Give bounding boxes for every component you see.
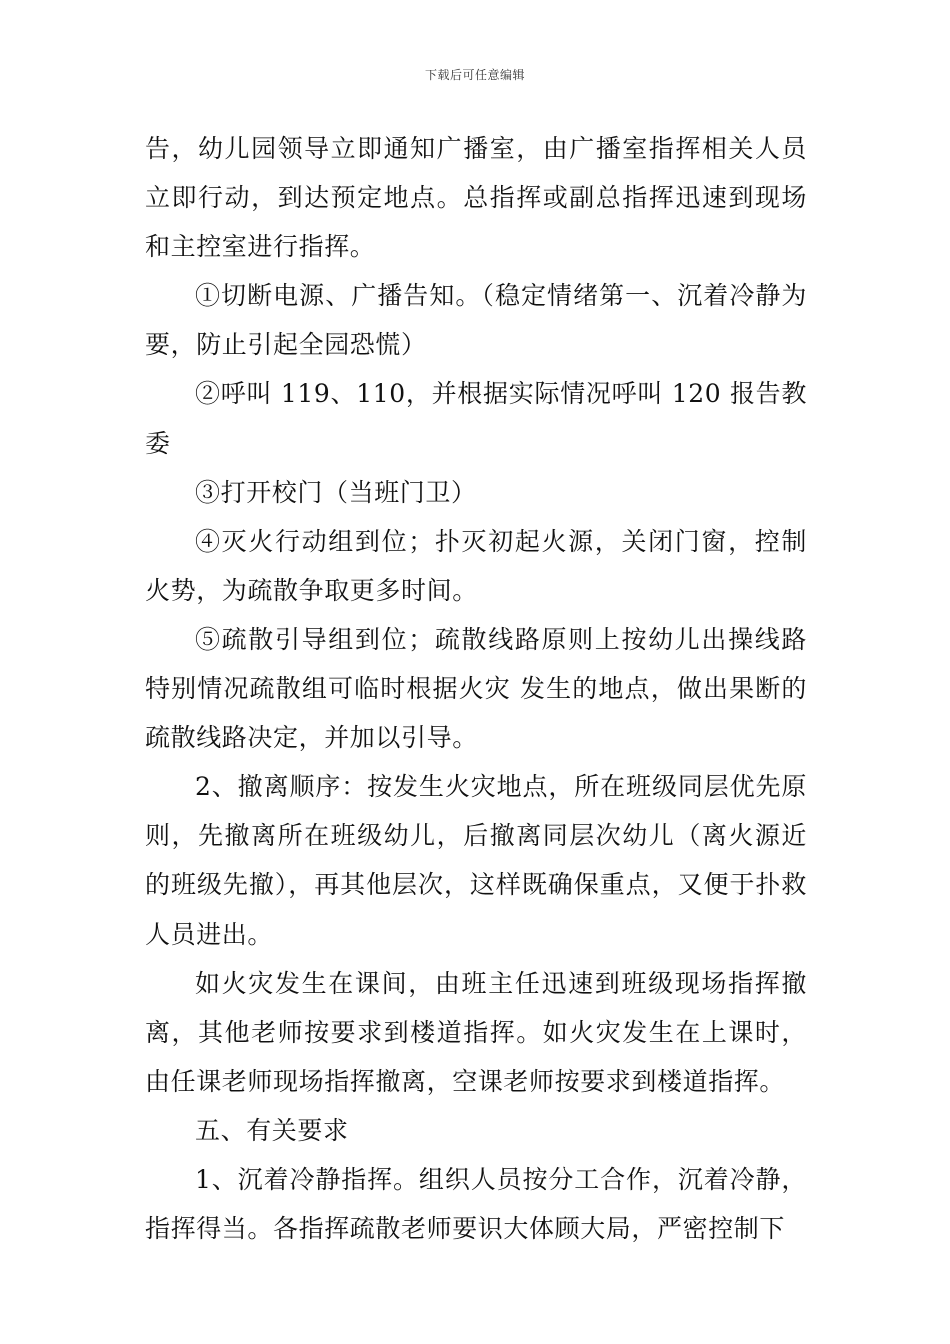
page-header-note: 下载后可任意编辑 xyxy=(424,68,525,82)
paragraph-class-scenarios: 如火灾发生在课间，由班主任迅速到班级现场指挥撤离，其他老师按要求到楼道指挥。如火灾发生在上课时，由任课老师现场指挥撤离，空课老师按要求到楼道指挥。 xyxy=(145,968,807,1096)
paragraph-step-4: ④灭火行动组到位；扑灭初起火源，关闭门窗，控制火势，为疏散争取更多时间。 xyxy=(145,526,807,605)
paragraph-step-1: ①切断电源、广播告知。（稳定情绪第一、沉着冷静为要，防止引起全园恐慌） xyxy=(145,281,807,360)
paragraph-evacuation-order: 2、撤离顺序：按发生火灾地点，所在班级同层优先原则，先撤离所在班级幼儿，后撤离同层次幼儿（离火源近的班级先撤），再其他层次，这样既确保重点，又便于扑救人员进出。 xyxy=(145,772,807,949)
paragraph-requirement-1: 1、沉着冷静指挥。组织人员按分工合作，沉着冷静，指挥得当。各指挥疏散老师要识大体顾大局，严密控制下 xyxy=(145,1164,807,1244)
document-body xyxy=(145,124,807,1253)
section-heading-requirements: 五、有关要求 xyxy=(195,1115,349,1145)
paragraph-step-3: ③打开校门（当班门卫） xyxy=(195,477,477,507)
paragraph-step-2: ②呼叫 119、110，并根据实际情况呼叫 120 报告教委 xyxy=(145,379,807,458)
paragraph-continuation: 告，幼儿园领导立即通知广播室，由广播室指挥相关人员立即行动，到达预定地点。总指挥或副总指挥迅速到现场和主控室进行指挥。 xyxy=(145,134,807,262)
paragraph-step-5: ⑤疏散引导组到位；疏散线路原则上按幼儿出操线路特别情况疏散组可临时根据火灾 发生的地点，做出果断的疏散线路决定，并加以引导。 xyxy=(145,624,807,753)
